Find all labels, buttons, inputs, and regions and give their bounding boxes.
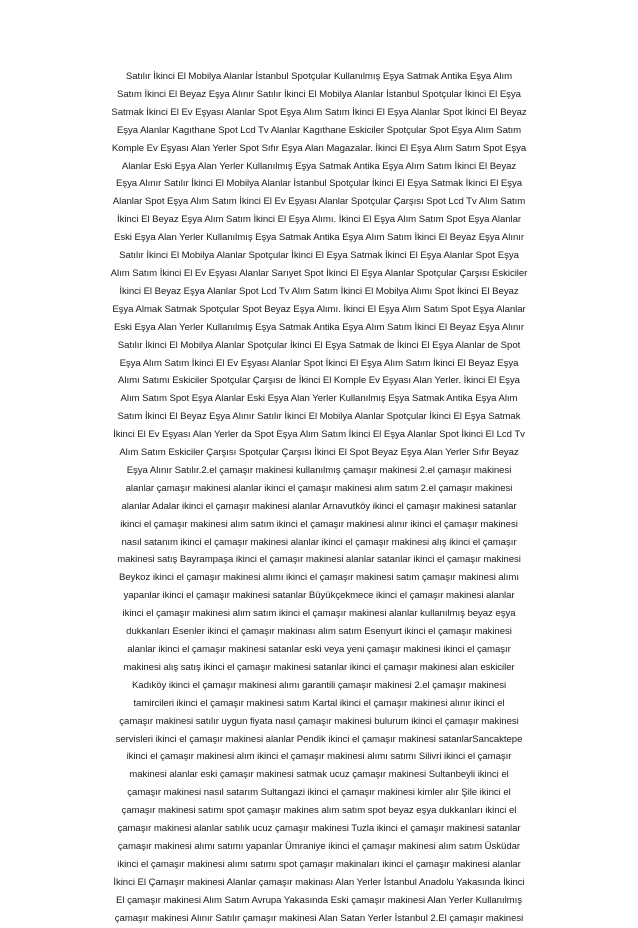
text-line: Eşya Alım Satım İkinci El Ev Eşyası Alanlar Spot İkinci El Eşya Alım Satım İkinci El Beyaz Eşya [119, 357, 519, 369]
text-line: Eşya Alınır Satılır İkinci El Mobilya Alanlar İstanbul Spotçular İkinci El Eşya Satmak İkinci El Eşya [115, 178, 523, 190]
text-line: alanlar çamaşır makinesi alanlar ikinci el çamaşır makinesi alım satım 2.el çamaşır makinesi [125, 482, 513, 494]
text-line: Alım Satım Eskiciler Çarşısı Spotçular Çarşısı İkinci El Spot Beyaz Eşya Alan Yerler Sıfır Beyaz [119, 447, 519, 459]
text-line: Satım İkinci El Beyaz Eşya Alınır Satılır İkinci El Mobilya Alanlar İstanbul Spotçular İkinci El Eşya [117, 88, 521, 100]
text-line: Satım İkinci El Beyaz Eşya Alınır Satılır İkinci El Mobilya Alanlar Spotçular İkinci El Eşya Satmak [117, 411, 521, 423]
text-line: ikinci el çamaşır makinesi alım ikinci el çamaşır makinesi alımı satımı Silivri ikinci el çamaşır [126, 751, 512, 763]
text-line: İkinci El Beyaz Eşya Alanlar Spot Lcd Tv Alım Satım İkinci El Mobilya Alımı Spot İkinci El Beyaz [119, 285, 519, 297]
text-line: Alanlar Eski Eşya Alan Yerler Kullanılmış Eşya Satmak Antika Eşya Alım Satım İkinci El Beyaz [121, 160, 517, 172]
text-line: İkinci El Beyaz Eşya Alım Satım İkinci El Eşya Alımı. İkinci El Eşya Alım Satım Spot Eşya Alanlar [116, 214, 522, 226]
text-line: Beykoz ikinci el çamaşır makinesi alımı ikinci el çamaşır makinesi satım çamaşır makinesi alımı [119, 572, 519, 584]
text-line: makinesi satış Bayrampaşa ikinci el çamaşır makinesi alanlar satanlar ikinci el çamaşır makinesi [117, 554, 521, 566]
document-body [80, 68, 558, 928]
text-line: Satılır İkinci El Mobilya Alanlar İstanbul Spotçular Kullanılmış Eşya Satmak Antika Eşya Alım [125, 71, 513, 82]
text-line: çamaşır makinesi nasıl satarım Sultangazi ikinci el çamaşır makinesi kimler alır Şile ikinci el [127, 787, 511, 799]
text-line: Alım Satım Spot Eşya Alanlar Eski Eşya Alan Yerler Kullanılmış Eşya Satmak Antika Eşya Alım [120, 393, 518, 405]
text-line: servisleri ikinci el çamaşır makinesi alanlar Pendik ikinci el çamaşır makinesi satanlarSancaktepe [115, 733, 523, 745]
text-line: ikinci el çamaşır makinesi alım satım ikinci el çamaşır makinesi alanlar kullanılmış beyaz eşya [122, 608, 516, 620]
text-line: alanlar Adalar ikinci el çamaşır makinesi alanlar Arnavutköy ikinci el çamaşır makinesi satanlar [121, 500, 517, 512]
text-line: makinesi alanlar eski çamaşır makinesi satmak ucuz çamaşır makinesi Sultanbeyli ikinci el [129, 769, 509, 781]
text-line: Eşya Almak Satmak Spotçular Spot Beyaz Eşya Alımı. İkinci El Eşya Alım Satım Spot Eşya Alanlar [112, 303, 526, 315]
text-line: ikinci el çamaşır makinesi alım satım ikinci el çamaşır makinesi alınır ikinci el çamaşır makinesi [120, 518, 518, 530]
text-line: Alımı Satımı Eskiciler Spotçular Çarşısı de İkinci El Komple Ev Eşyası Alan Yerler. İkinci El Eşya [118, 375, 520, 387]
text-line: tamircileri ikinci el çamaşır makinesi satım Kartal ikinci el çamaşır makinesi alınır ikinci el [133, 697, 505, 709]
text-line: Satılır İkinci El Mobilya Alanlar Spotçular İkinci El Eşya Satmak İkinci El Eşya Alanlar Spot Eşya [119, 250, 519, 262]
text-line: çamaşır makinesi Alınır Satılır çamaşır makinesi Alan Satan Yerler İstanbul 2.El çamaşır makinesi [114, 912, 524, 924]
text-line: çamaşır makinesi satımı spot çamaşır makines alım satım spot beyaz eşya dukkanları ikinci el [121, 805, 517, 817]
text-line: Satılır İkinci El Mobilya Alanlar Spotçular İkinci El Eşya Satmak de İkinci El Eşya Alanlar de Spot [117, 339, 521, 351]
text-line: yapanlar ikinci el çamaşır makinesi satanlar Büyükçekmece ikinci el çamaşır makinesi alanlar [123, 590, 515, 602]
text-line: alanlar ikinci el çamaşır makinesi satanlar eski veya yeni çamaşır makinesi ikinci el çamaşır [127, 644, 511, 655]
text-line: Eski Eşya Alan Yerler Kullanılmış Eşya Satmak Antika Eşya Alım Satım İkinci El Beyaz Eşya Alınır [113, 321, 525, 333]
text-line: Alım Satım İkinci El Ev Eşyası Alanlar Sarıyet Spot İkinci El Eşya Alanlar Spotçular Çarşısı Eskiciler [110, 267, 528, 279]
text-line: dukkanları Esenler ikinci el çamaşır makinası alım satım Esenyurt ikinci el çamaşır makinesi [126, 626, 512, 638]
text-line: Eski Eşya Alan Yerler Kullanılmış Eşya Satmak Antika Eşya Alım Satım İkinci El Beyaz Eşya Alınır [113, 232, 525, 244]
text-line: Alanlar Spot Eşya Alım Satım İkinci El Ev Eşyası Alanlar Spotçular Çarşısı Spot Lcd Tv Alım Satım [112, 196, 526, 208]
text-line: Kadıköy ikinci el çamaşır makinesi alımı garantili çamaşır makinesi 2.el çamaşır makinesi [131, 679, 507, 691]
text-line: çamaşır makinesi alanlar satılık ucuz çamaşır makinesi Tuzla ikinci el çamaşır makinesi satanlar [117, 823, 521, 835]
text-line: çamaşır makinesi satılır uygun fiyata nasıl çamaşır makinesi bulurum ikinci el çamaşır makinesi [119, 715, 519, 727]
text-line: ikinci el çamaşır makinesi alımı satımı spot çamaşır makinaları ikinci el çamaşır makinesi alanlar [117, 858, 521, 870]
text-line: Eşya Alınır Satılır.2.el çamaşır makinesi kullanılmış çamaşır makinesi 2.el çamaşır makinesi [126, 464, 512, 476]
text-line: Komple Ev Eşyası Alan Yerler Spot Sıfır Eşya Alan Magazalar. İkinci El Eşya Alım Satım Spot Eşya [111, 142, 527, 154]
text-line: İkinci El Ev Eşyası Alan Yerler da Spot Eşya Alım Satım İkinci El Eşya Alanlar Spot İkinci El Lcd Tv [113, 429, 525, 441]
text-line: nasıl satanım ikinci el çamaşır makinesi alanlar ikinci el çamaşır makinesi alış ikinci el çamaşır [121, 536, 517, 548]
text-line: İkinci El Çamaşır makinesi Alanlar çamaşır makinası Alan Yerler İstanbul Anadolu Yakasında İkinci [113, 876, 525, 888]
text-line: El çamaşır makinesi Alım Satım Avrupa Yakasında Eski çamaşır makinesi Alan Yerler Kullanılmış [116, 894, 522, 906]
text-line: Eşya Alanlar Kagıthane Spot Lcd Tv Alanlar Kagıthane Eskiciler Spotçular Spot Eşya Alım Satım [116, 124, 522, 136]
text-line: makinesi alış satış ikinci el çamaşır makinesi satanlar ikinci el çamaşır makinesi alan eskiciler [123, 661, 515, 673]
text-line: Satmak İkinci El Ev Eşyası Alanlar Spot Eşya Alım Satım İkinci El Eşya Alanlar Spot İkinci El Beyaz [111, 106, 527, 118]
text-line: çamaşır makinesi alımı satımı yapanlar Ümraniye ikinci el çamaşır makinesi alım satım Üsküdar [117, 840, 521, 852]
